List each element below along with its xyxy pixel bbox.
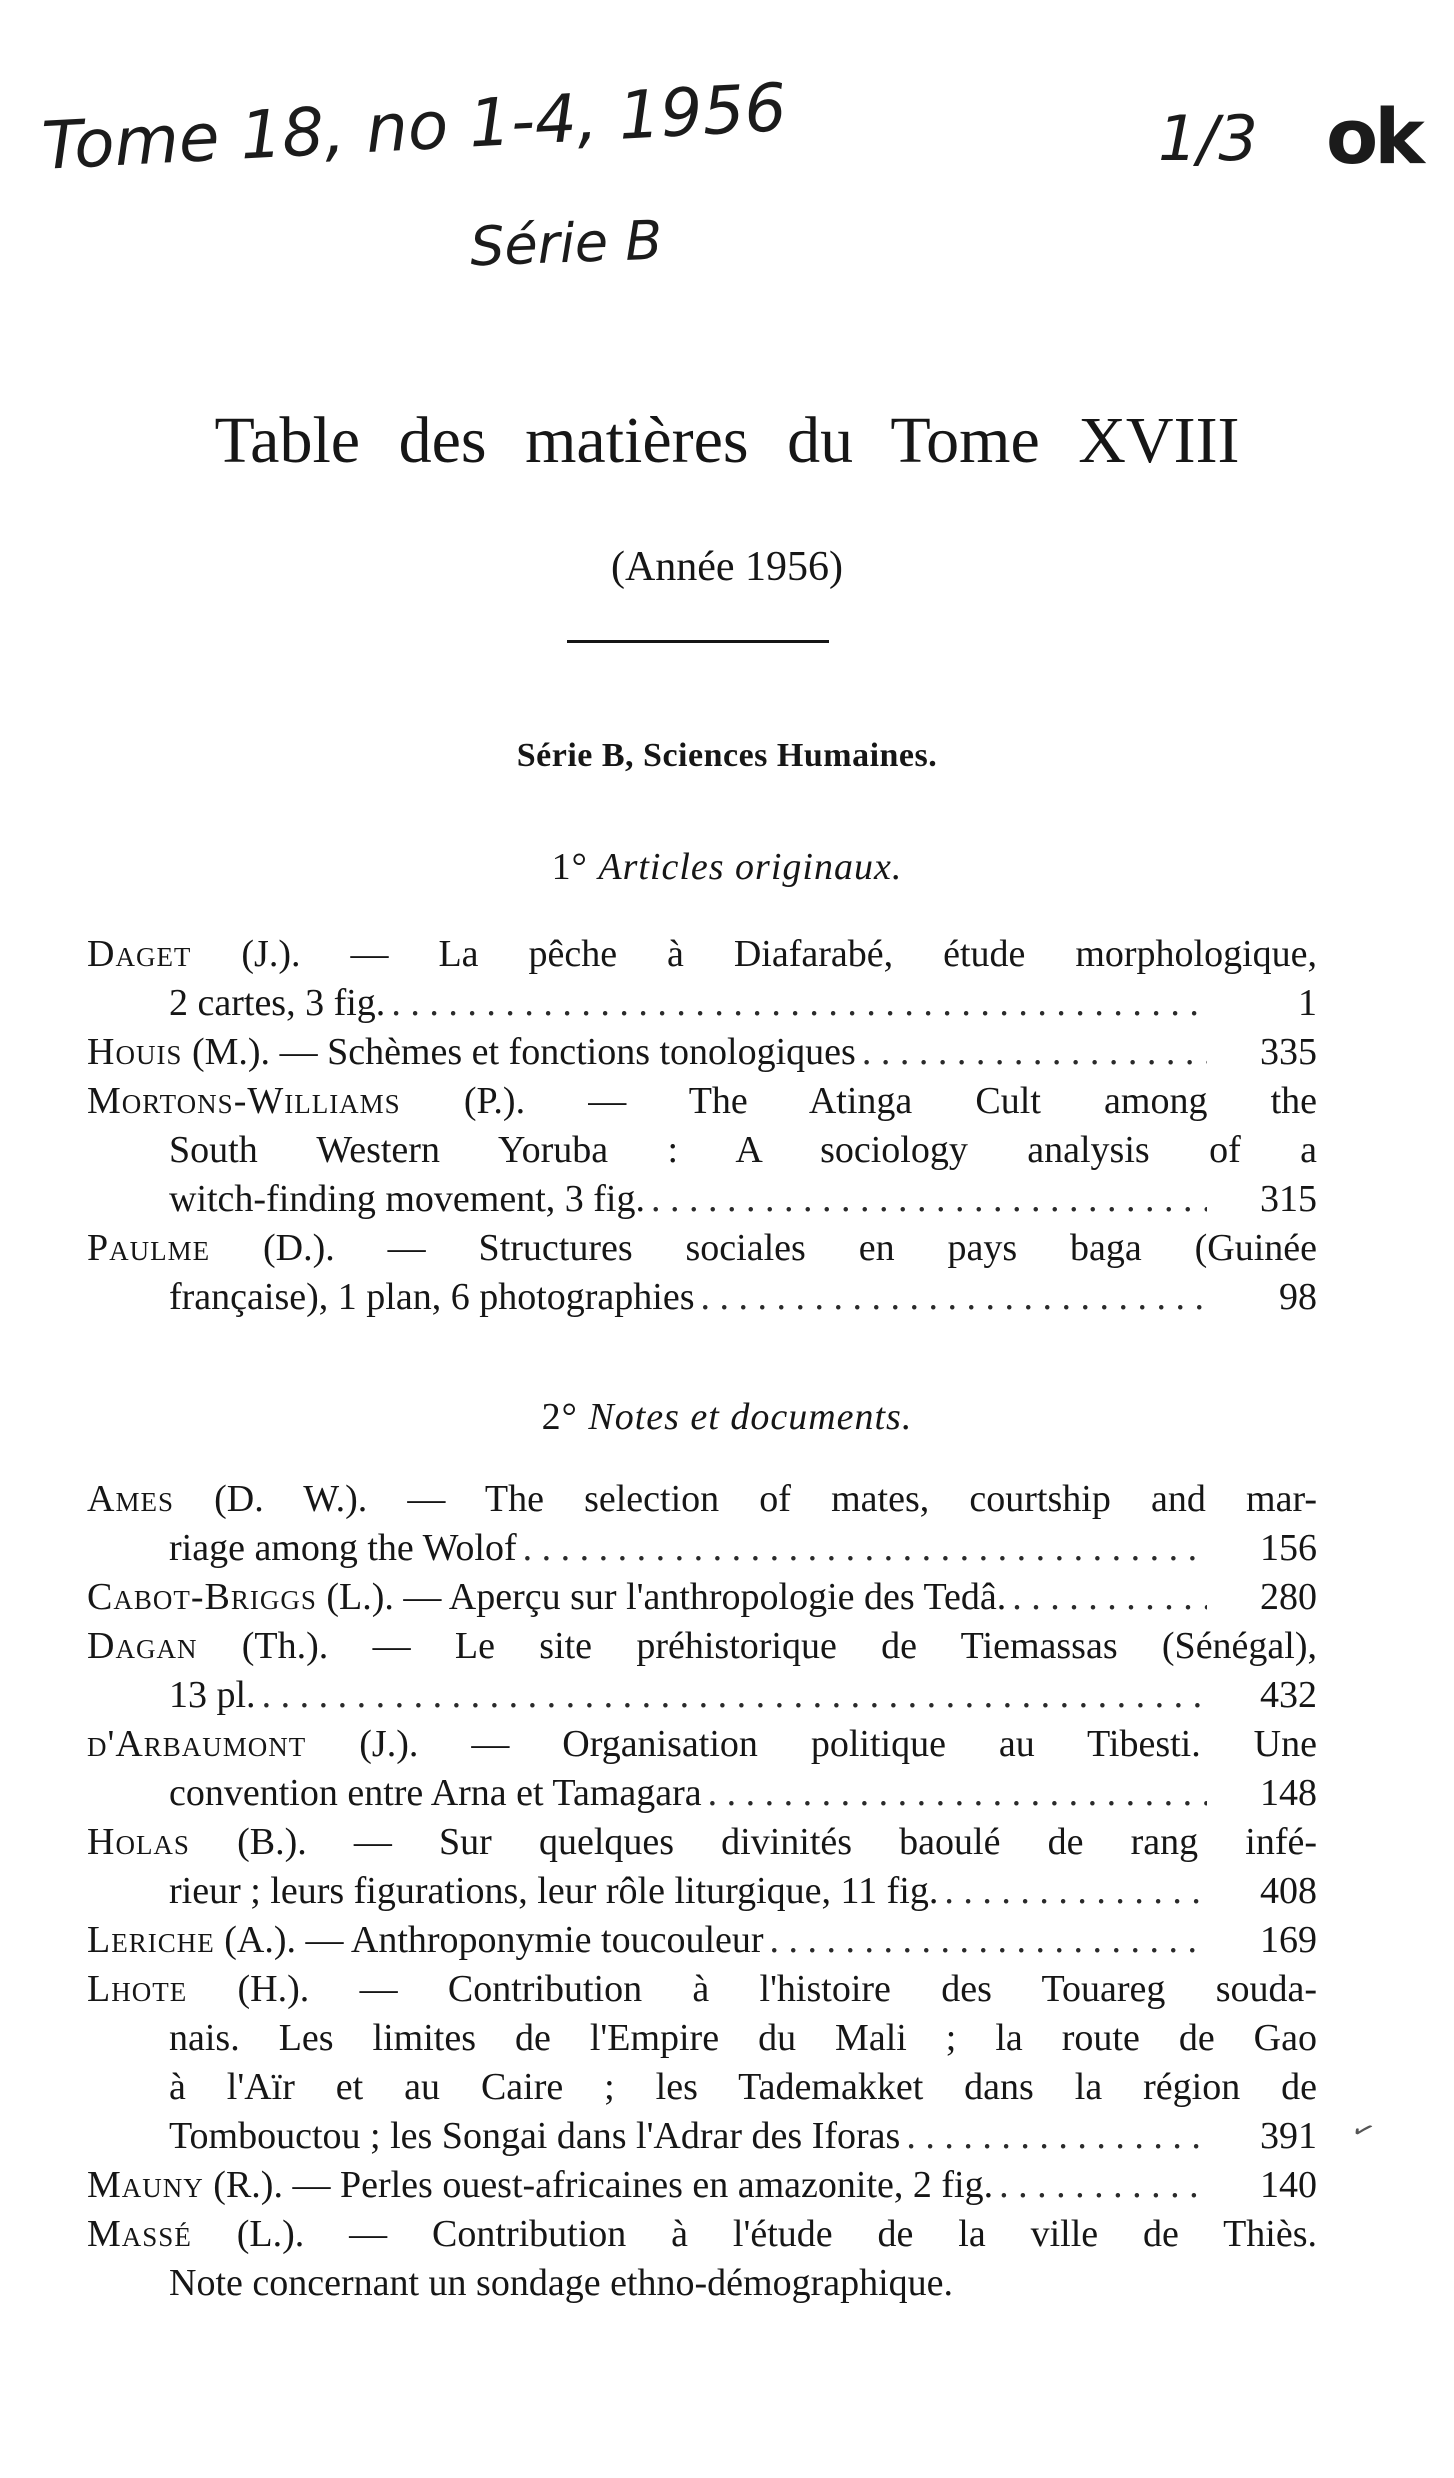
entry-title: rieur ; leurs figurations, leur rôle liturgique, 11 fig. [169, 1870, 939, 1912]
dot-leader [645, 1175, 1207, 1224]
toc-list-notes [87, 1475, 1317, 2308]
toc-entry-line [87, 2014, 1317, 2063]
toc-entry [87, 1916, 1317, 1965]
dot-leader [702, 1769, 1207, 1818]
author-name: Daget [87, 933, 192, 975]
page-number: 1 [1298, 982, 1317, 1024]
toc-entry-line [87, 1273, 1317, 1322]
toc-entry-line [87, 2259, 1317, 2308]
entry-title: — Schèmes et fonctions tonologiques [279, 1031, 856, 1073]
page-number: 148 [1260, 1772, 1317, 1814]
author-initials: (A.). [224, 1919, 296, 1961]
author-name: Mortons-Williams [87, 1080, 401, 1122]
dot-leader [1006, 1573, 1207, 1622]
entry-text [169, 1671, 256, 1720]
toc-entry-line [87, 979, 1317, 1028]
entry-text [169, 1867, 938, 1916]
author-initials: (L.). [326, 1576, 394, 1618]
entry-text [169, 1769, 702, 1818]
entry-text [87, 2161, 993, 2210]
toc-entry-line [87, 2161, 1317, 2210]
author-name: Dagan [87, 1625, 198, 1667]
author-initials: (B.). [237, 1821, 307, 1863]
dot-leader [993, 2161, 1207, 2210]
toc-entry-line [87, 1867, 1317, 1916]
handwritten-fraction: 1/3 [1158, 102, 1258, 175]
entry-text [87, 2213, 1317, 2255]
toc-list-articles [87, 930, 1317, 1322]
entry-text [87, 1625, 1317, 1667]
entry-title: — Anthroponymie toucouleur [305, 1919, 764, 1961]
entry-title: — The selection of mates, courtship and mar- [407, 1478, 1317, 1520]
page-number: 280 [1260, 1576, 1317, 1618]
toc-entry-line [87, 2210, 1317, 2259]
toc-entry-line [87, 1916, 1317, 1965]
toc-entry-line [87, 2112, 1317, 2161]
toc-entry [87, 1475, 1317, 1573]
page-number: 315 [1260, 1178, 1317, 1220]
author-name: Massé [87, 2213, 192, 2255]
entry-title: witch-finding movement, 3 fig. [169, 1178, 645, 1220]
toc-entry-line [87, 930, 1317, 979]
toc-entry [87, 1622, 1317, 1720]
toc-entry-line [87, 1573, 1317, 1622]
entry-title: — Structures sociales en pays baga (Guinée [387, 1227, 1317, 1269]
entry-title: Note concernant un sondage ethno-démographique. [169, 2262, 954, 2304]
entry-title: française), 1 plan, 6 photographies [169, 1276, 695, 1318]
toc-entry [87, 2161, 1317, 2210]
entry-title: — Perles ouest-africaines en amazonite, 2 fig. [292, 2164, 994, 2206]
toc-entry [87, 1028, 1317, 1077]
toc-entry [87, 1077, 1317, 1224]
year-subtitle: (Année 1956) [610, 544, 844, 590]
dot-leader [856, 1028, 1207, 1077]
author-name: Ames [87, 1478, 174, 1520]
entry-title: nais. Les limites de l'Empire du Mali ; la route de Gao [169, 2017, 1317, 2059]
author-name: Leriche [87, 1919, 215, 1961]
entry-text [169, 2112, 900, 2161]
toc-entry-line [87, 1965, 1317, 2014]
toc-entry-line [87, 1818, 1317, 1867]
toc-entry-line [87, 1077, 1317, 1126]
page-title: Table des matières du Tome XVIII [214, 404, 1240, 477]
entry-title: riage among the Wolof [169, 1527, 517, 1569]
margin-mark: ✓ [1346, 2112, 1380, 2150]
page-number: 98 [1279, 1276, 1317, 1318]
author-name: Paulme [87, 1227, 211, 1269]
entry-text [87, 1227, 1317, 1269]
entry-text [87, 1573, 1006, 1622]
series-heading: Série B, Sciences Humaines. [516, 737, 938, 774]
toc-entry [87, 1720, 1317, 1818]
dot-leader [256, 1671, 1207, 1720]
entry-text [169, 2066, 1317, 2108]
author-initials: (H.). [237, 1968, 310, 2010]
toc-entry [87, 1965, 1317, 2161]
toc-entry-line [87, 1028, 1317, 1077]
author-initials: (P.). [463, 1080, 526, 1122]
author-name: Mauny [87, 2164, 204, 2206]
entry-title: — Contribution à l'étude de la ville de Thiès. [349, 2213, 1317, 2255]
entry-text [169, 2262, 953, 2304]
entry-text [169, 2017, 1317, 2059]
handwritten-ok: ok [1326, 92, 1421, 181]
entry-title: — Sur quelques divinités baoulé de rang infé- [353, 1821, 1317, 1863]
title-divider [567, 640, 829, 643]
entry-text [169, 1273, 695, 1322]
page-number: 408 [1260, 1870, 1317, 1912]
toc-entry-line [87, 1671, 1317, 1720]
entry-text [87, 1968, 1317, 2010]
author-initials: (R.). [213, 2164, 283, 2206]
dot-leader [900, 2112, 1207, 2161]
author-initials: (M.). [191, 1031, 271, 1073]
entry-text [169, 1524, 517, 1573]
handwritten-series-note: Série B [468, 208, 664, 279]
toc-entry [87, 1224, 1317, 1322]
entry-title: — Organisation politique au Tibesti. Une [471, 1723, 1317, 1765]
entry-text [169, 979, 385, 1028]
entry-title: 13 pl. [169, 1674, 256, 1716]
entry-text [169, 1129, 1317, 1171]
dot-leader [385, 979, 1207, 1028]
author-name: Cabot-Briggs [87, 1576, 317, 1618]
page-number: 140 [1260, 2164, 1317, 2206]
dot-leader [938, 1867, 1207, 1916]
entry-text [87, 1916, 764, 1965]
entry-title: — The Atinga Cult among the [588, 1080, 1317, 1122]
entry-text [87, 1821, 1317, 1863]
toc-entry-line [87, 1475, 1317, 1524]
section-heading-articles [0, 845, 1454, 889]
author-initials: (L.). [236, 2213, 305, 2255]
author-initials: (J.). [359, 1723, 419, 1765]
toc-entry-line [87, 1720, 1317, 1769]
toc-entry-line [87, 1224, 1317, 1273]
section-heading-notes [0, 1395, 1454, 1439]
entry-title: 2 cartes, 3 fig. [169, 982, 386, 1024]
dot-leader [764, 1916, 1207, 1965]
entry-title: — Contribution à l'histoire des Touareg souda- [359, 1968, 1317, 2010]
author-initials: (D.). [263, 1227, 335, 1269]
toc-entry-line [87, 1524, 1317, 1573]
toc-entry-line [87, 2063, 1317, 2112]
toc-entry [87, 930, 1317, 1028]
author-initials: (J.). [241, 933, 301, 975]
handwritten-volume-note: Tome 18, no 1-4, 1956 [40, 68, 789, 185]
dot-leader [517, 1524, 1207, 1573]
entry-text [87, 933, 1317, 975]
entry-text [87, 1080, 1317, 1122]
author-name: Houis [87, 1031, 183, 1073]
author-name: d'Arbaumont [87, 1723, 307, 1765]
page-number: 391 [1260, 2115, 1317, 2157]
page-number: 156 [1260, 1527, 1317, 1569]
toc-entry-line [87, 1769, 1317, 1818]
entry-text [87, 1478, 1317, 1520]
section-title: Articles originaux. [598, 846, 903, 888]
entry-text [87, 1028, 856, 1077]
author-initials: (Th.). [241, 1625, 329, 1667]
entry-text [169, 1175, 645, 1224]
page-number: 169 [1260, 1919, 1317, 1961]
entry-title: — La pêche à Diafarabé, étude morphologique, [350, 933, 1317, 975]
page-number: 432 [1260, 1674, 1317, 1716]
entry-title: à l'Aïr et au Caire ; les Tademakket dans la région de [169, 2066, 1317, 2108]
toc-entry-line [87, 1126, 1317, 1175]
toc-entry-line [87, 1622, 1317, 1671]
toc-entry [87, 1818, 1317, 1916]
entry-title: South Western Yoruba : A sociology analysis of a [169, 1129, 1317, 1171]
page-number: 335 [1260, 1031, 1317, 1073]
entry-title: Tombouctou ; les Songai dans l'Adrar des Iforas [169, 2115, 901, 2157]
section-number: 2° [541, 1396, 578, 1438]
author-name: Lhote [87, 1968, 188, 2010]
entry-title: — Le site préhistorique de Tiemassas (Sénégal), [372, 1625, 1317, 1667]
author-initials: (D. W.). [214, 1478, 368, 1520]
author-name: Holas [87, 1821, 190, 1863]
entry-text [87, 1723, 1317, 1765]
dot-leader [695, 1273, 1208, 1322]
entry-title: convention entre Arna et Tamagara [169, 1772, 702, 1814]
toc-entry [87, 2210, 1317, 2308]
toc-entry [87, 1573, 1317, 1622]
toc-entry-line [87, 1175, 1317, 1224]
section-title: Notes et documents. [588, 1396, 913, 1438]
entry-title: — Aperçu sur l'anthropologie des Tedâ. [403, 1576, 1007, 1618]
section-number: 1° [551, 846, 588, 888]
